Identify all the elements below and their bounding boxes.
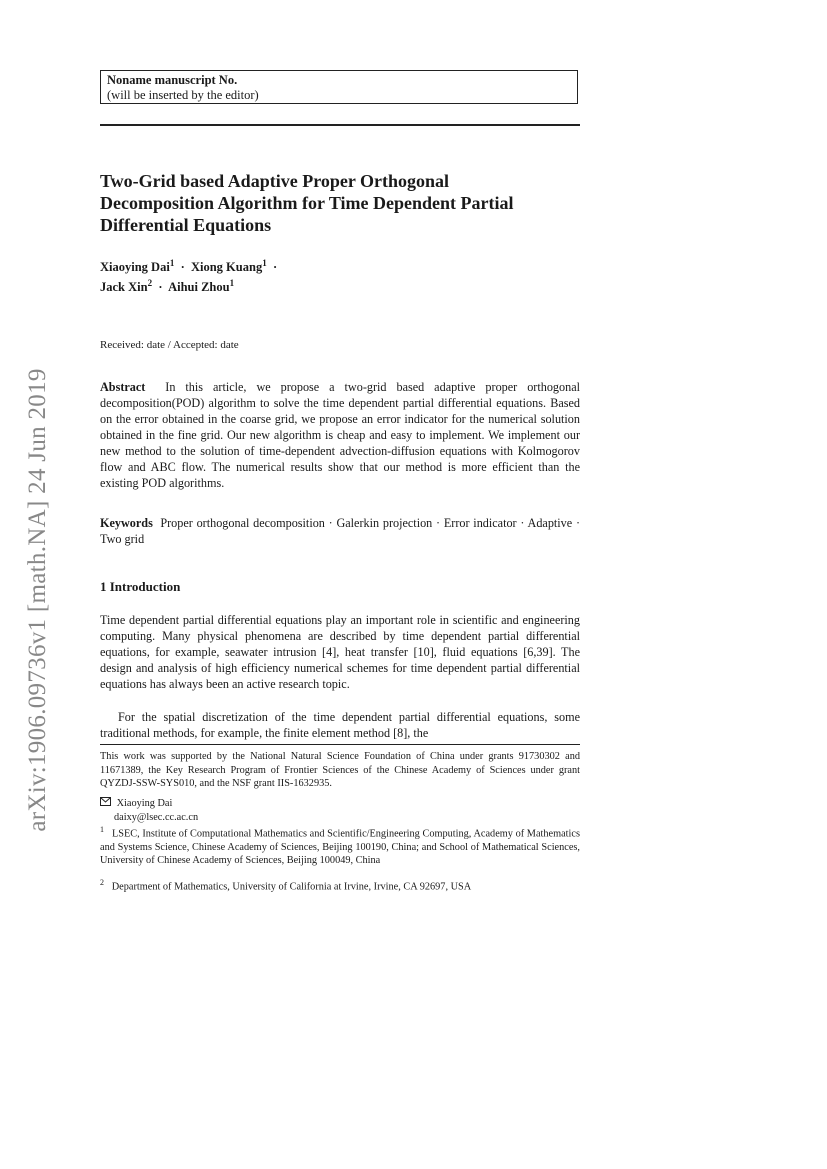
section-number: 1: [100, 579, 107, 594]
section-heading: [100, 579, 180, 595]
paper-title: [100, 170, 590, 236]
keywords-label: Keywords: [100, 516, 153, 530]
affiliation-footnote: [100, 876, 580, 894]
title-line: Two-Grid based Adaptive Proper Orthogonal: [100, 171, 450, 191]
contact-email[interactable]: daixy@lsec.cc.ac.cn: [114, 811, 199, 823]
envelope-icon: [100, 797, 114, 811]
author-separator: ·: [272, 260, 278, 275]
arxiv-identifier: arXiv:1906.09736v1 [math.NA] 24 Jun 2019: [24, 368, 51, 832]
author-line: [100, 255, 580, 275]
abstract: [100, 379, 580, 491]
footnote-rule: [100, 744, 580, 745]
affiliation-text: Department of Mathematics, University of California at Irvine, Irvine, CA 92697, USA: [111, 881, 472, 893]
affiliation-text: LSEC, Institute of Computational Mathematics and Scientific/Engineering Computing, Academy of Mathematics and Systems Science, Chinese Academy of Sciences, Beijing 100190, China; and School of Mathematical Sciences, University of Chinese Academy of Sciences, Beijing 100049, China: [100, 828, 580, 867]
affiliation-mark: 1: [262, 258, 267, 268]
affiliation-footnote: [100, 823, 580, 868]
affiliation-mark: 1: [169, 258, 175, 268]
editor-note: (will be inserted by the editor): [107, 88, 259, 102]
keywords: [100, 515, 580, 547]
author-line: [100, 275, 580, 295]
title-line: Decomposition Algorithm for Time Dependent Partial: [100, 193, 514, 213]
author-separator: ·: [158, 280, 163, 295]
abstract-label: Abstract: [100, 380, 146, 394]
author-name: Xiong Kuang: [190, 260, 263, 275]
author-name: Aihui Zhou: [168, 280, 230, 295]
intro-paragraph: For the spatial discretization of the time dependent partial differential equations, some traditional methods, for example, the finite element method [8], the: [100, 710, 580, 740]
affiliation-mark: 1: [229, 278, 235, 289]
affiliation-mark: 2: [100, 878, 104, 887]
intro-paragraph: Time dependent partial differential equations play an important role in scientific and engineering computing. Many physical phenomena are described by time dependent partial differential equations, for example, seawater intrusion [4], heat transfer [10], fluid equations [6,39]. The design and analysis of high efficiency numerical schemes for time dependent partial differential equations has always been an active research topic.: [100, 613, 580, 691]
arxiv-sidebar: [0, 0, 56, 1169]
editor-box: [100, 70, 578, 104]
keywords-text: Proper orthogonal decomposition · Galerkin projection · Error indicator · Adaptive · Two grid: [100, 516, 581, 546]
affiliation-mark: 2: [147, 278, 153, 289]
contact-name: Xiaoying Dai: [116, 798, 173, 809]
funding-footnote: This work was supported by the National Natural Science Foundation of China under grants 91730302 and 11671389, the Key Research Program of Frontier Sciences of the Chinese Academy of Sciences under grant QYZDJ-SSW-SYS010, and the NSF grant IIS-1632935.: [100, 751, 580, 789]
abstract-text: In this article, we propose a two-grid based adaptive proper orthogonal decomposition(POD) algorithm to solve the time dependent partial differential equations. Based on the error obtained in the coarse grid, we propose an error indicator for the numerical solution obtained in the fine grid. Our new algorithm is cheap and easy to implement. We implement our new method to the solution of time-dependent advection-diffusion equations with Kolmogorov flow and ABC flow. The numerical results show that our method is more efficient than the existing POD algorithms.: [100, 380, 581, 490]
author-list: [100, 255, 580, 295]
author-name: Xiaoying Dai: [100, 260, 170, 275]
manuscript-number: Noname manuscript No.: [107, 73, 238, 87]
author-separator: ·: [180, 260, 185, 275]
section-title: Introduction: [109, 579, 181, 594]
contact-footnote: [100, 797, 580, 824]
received-dates: Received: date / Accepted: date: [100, 339, 239, 351]
author-name: Jack Xin: [100, 280, 148, 295]
title-line: Differential Equations: [100, 215, 272, 235]
header-rule: [100, 124, 580, 126]
affiliation-mark: 1: [100, 825, 104, 834]
